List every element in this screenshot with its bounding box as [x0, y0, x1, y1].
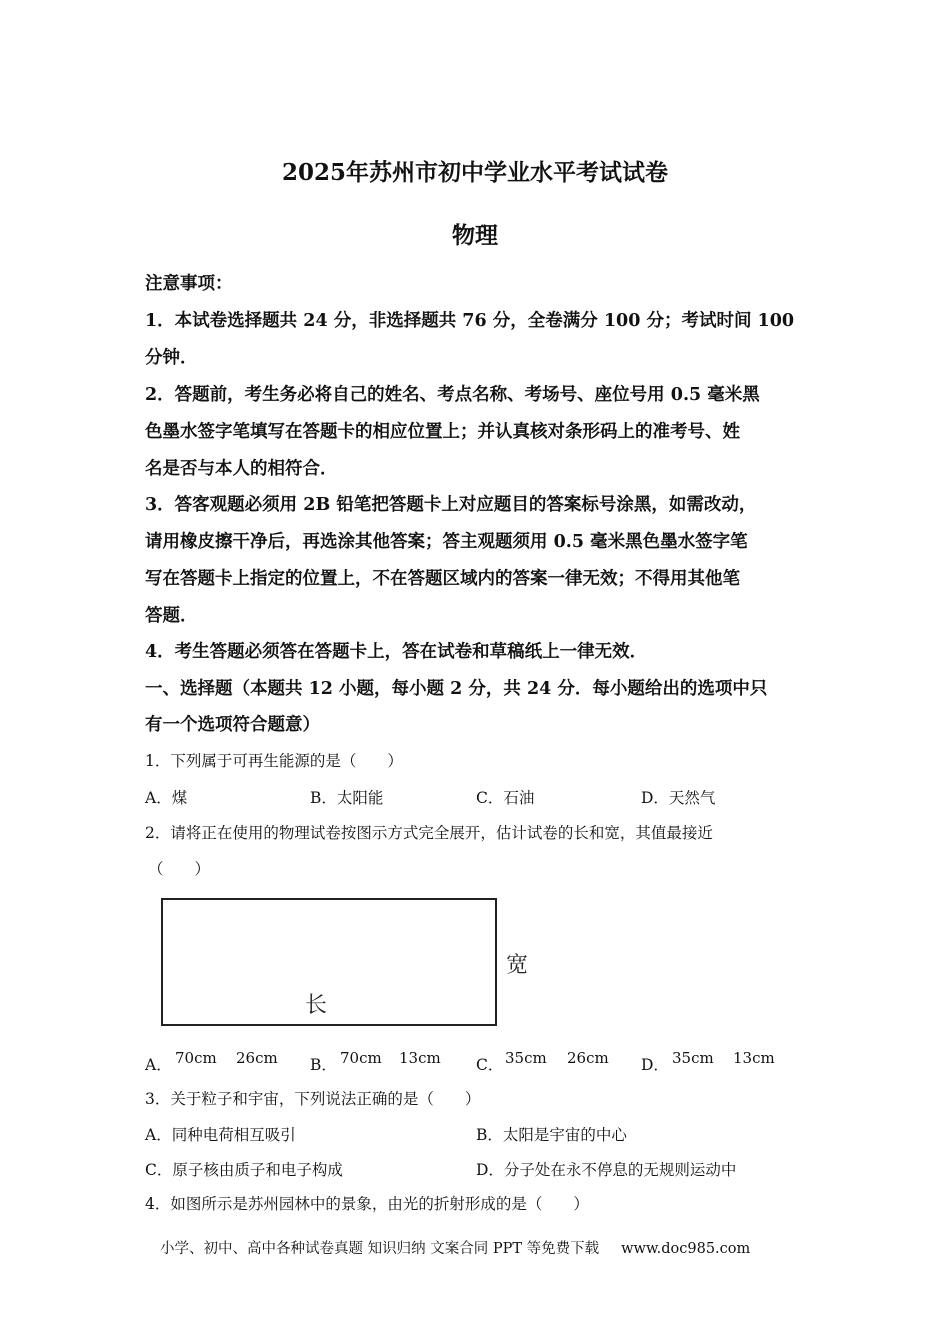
- notice-line: 4．考生答题必须答在答题卡上，答在试卷和草稿纸上一律无效．: [145, 642, 648, 662]
- q3-option-a: A．同种电荷相互吸引: [145, 1126, 296, 1144]
- q2-option-a-letter: A．: [145, 1056, 172, 1074]
- length-label: 长: [305, 993, 328, 1018]
- question-2-stem: 2．请将正在使用的物理试卷按图示方式完全展开，估计试卷的长和宽，其值最接近: [145, 824, 713, 842]
- q2-option-b-letter: B．: [310, 1056, 337, 1074]
- notice-line: 写在答题卡上指定的位置上，不在答题区域内的答案一律无效；不得用其他笔: [145, 569, 740, 589]
- q2-option-d-letter: D．: [641, 1056, 669, 1074]
- exam-title: 2025年苏州市初中学业水平考试试卷: [281, 159, 668, 186]
- q2-option-a-width: 26cm: [236, 1049, 278, 1067]
- subject-title: 物理: [452, 222, 498, 249]
- q2-option-d-width: 13cm: [733, 1049, 775, 1067]
- notice-line: 分钟．: [145, 348, 198, 368]
- paper-rectangle-diagram: [161, 898, 497, 1026]
- q2-option-b-width: 13cm: [399, 1049, 441, 1067]
- page-footer: [160, 1237, 750, 1258]
- notice-line: 色墨水签字笔填写在答题卡的相应位置上；并认真核对条形码上的准考号、姓: [145, 422, 740, 442]
- width-label: 宽: [506, 953, 529, 978]
- q2-option-d-length: 35cm: [672, 1049, 714, 1067]
- q1-option-a: A．煤: [145, 789, 188, 807]
- question-3-stem: 3．关于粒子和宇宙，下列说法正确的是（ ）: [145, 1090, 481, 1108]
- question-4-stem: 4．如图所示是苏州园林中的景象，由光的折射形成的是（ ）: [145, 1195, 589, 1213]
- q2-option-c-letter: C．: [476, 1056, 504, 1074]
- notice-heading: 注意事项：: [145, 274, 233, 294]
- question-2-paren: （ ）: [148, 860, 211, 878]
- footer-text: 小学、初中、高中各种试卷真题 知识归纳 文案合同 PPT 等免费下载: [160, 1241, 600, 1257]
- q3-option-d: D．分子处在永不停息的无规则运动中: [476, 1161, 737, 1179]
- q3-option-b: B．太阳是宇宙的中心: [476, 1126, 627, 1144]
- section-heading-cont: 有一个选项符合题意）: [145, 715, 320, 735]
- notice-line: 1．本试卷选择题共 24 分，非选择题共 76 分，全卷满分 100 分；考试时间 100: [145, 311, 795, 331]
- footer-url[interactable]: www.doc985.com: [621, 1241, 751, 1257]
- question-1-stem: 1．下列属于可再生能源的是（ ）: [145, 752, 403, 770]
- notice-line: 2．答题前，考生务必将自己的姓名、考点名称、考场号、座位号用 0.5 毫米黑: [145, 385, 760, 405]
- q2-option-a-length: 70cm: [175, 1049, 217, 1067]
- notice-line: 3．答客观题必须用 2B 铅笔把答题卡上对应题目的答案标号涂黑，如需改动，: [145, 495, 757, 515]
- q2-option-b-length: 70cm: [340, 1049, 382, 1067]
- q1-option-d: D．天然气: [641, 789, 716, 807]
- q3-option-c: C．原子核由质子和电子构成: [145, 1161, 343, 1179]
- notice-line: 答题．: [145, 606, 198, 626]
- q1-option-b: B．太阳能: [310, 789, 384, 807]
- section-heading: 一、选择题（本题共 12 小题，每小题 2 分，共 24 分．每小题给出的选项中只: [145, 679, 768, 699]
- notice-line: 名是否与本人的相符合．: [145, 459, 338, 479]
- notice-line: 请用橡皮擦干净后，再选涂其他答案；答主观题须用 0.5 毫米黑色墨水签字笔: [145, 532, 748, 552]
- q1-option-c: C．石油: [476, 789, 535, 807]
- q2-option-c-length: 35cm: [505, 1049, 547, 1067]
- q2-option-c-width: 26cm: [567, 1049, 609, 1067]
